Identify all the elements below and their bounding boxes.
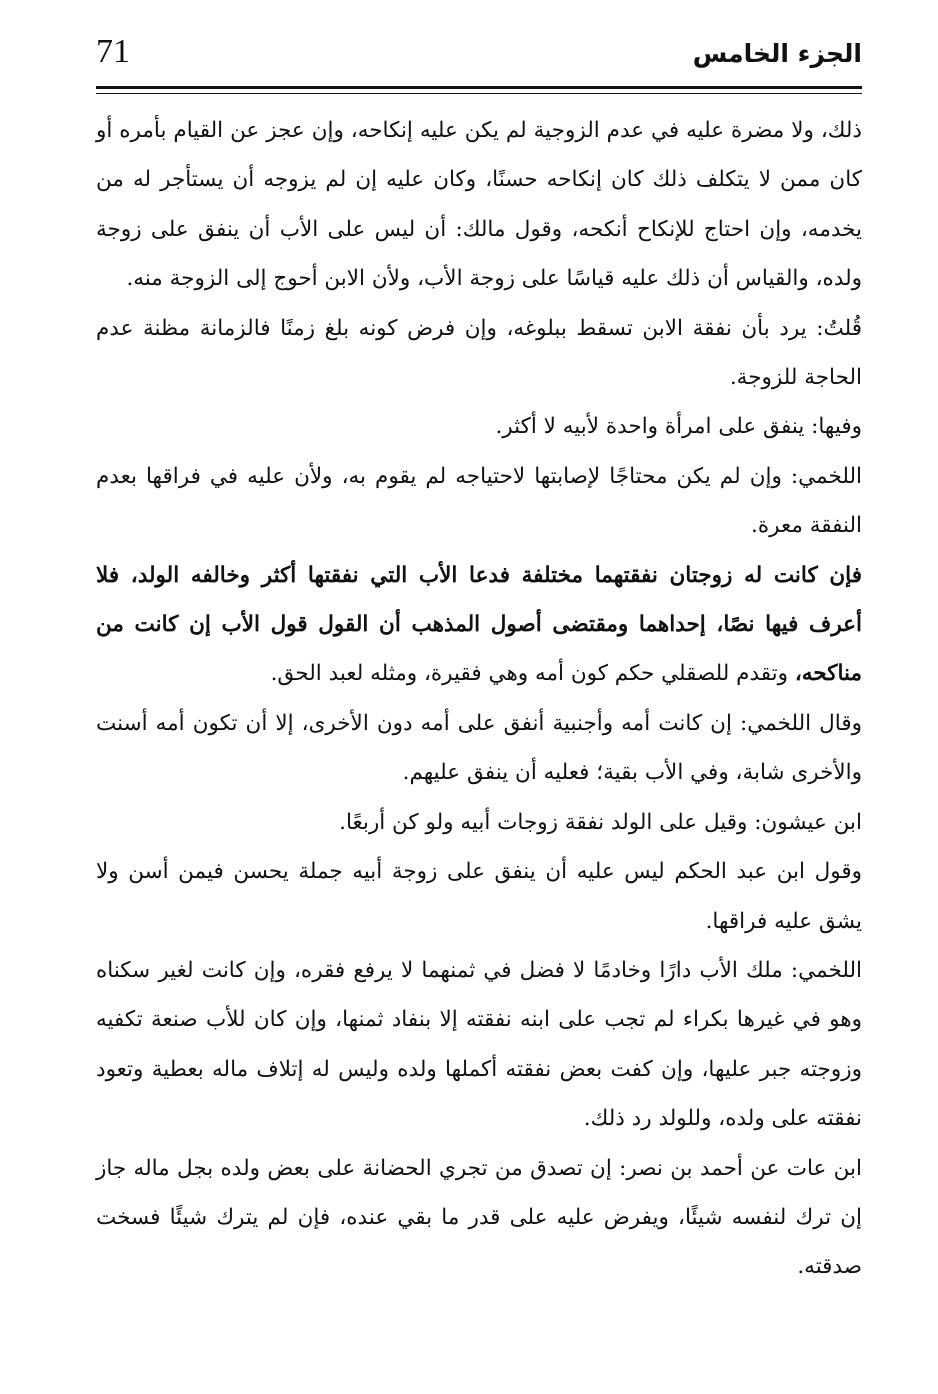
paragraph: [96, 847, 862, 946]
paragraph-text: وقال اللخمي: إن كانت أمه وأجنبية أنفق على أمه دون الأخرى، إلا أن تكون أمه أسنت والأخرى شابة، وفي الأب بقية؛ فعليه أن ينفق عليهم.: [96, 710, 862, 786]
paragraph: [96, 946, 862, 1144]
paragraph-text: وتقدم للصقلي حكم كون أمه وهي فقيرة، ومثله لعبد الحق.: [270, 661, 795, 687]
paragraph-text: وقول ابن عبد الحكم ليس عليه أن ينفق على زوجة أبيه جملة يحسن فيمن أسن ولا يشق عليه فراقها.: [96, 859, 862, 934]
paragraph: [96, 551, 862, 699]
paragraph: [96, 1144, 862, 1292]
paragraph: [96, 798, 862, 847]
paragraph-bold-text: فإن كانت له زوجتان نفقتهما مختلفة فدعا الأب التي نفقتها أكثر وخالفه الولد، فلا أعرف فيها نصًا، إحداهما ومقتضى أصول المذهب أن القول قول الأب إن كانت من مناكحه،: [96, 562, 862, 687]
paragraph: [96, 402, 862, 451]
paragraph: [96, 699, 862, 798]
paragraph-text: ابن عات عن أحمد بن نصر: إن تصدق من تجري الحضانة على بعض ولده بجل ماله جاز إن ترك لنفسه شيئًا، ويفرض عليه على قدر ما بقي عنده، فإن لم يترك شيئًا فسخت صدقته.: [96, 1155, 862, 1280]
paragraph-text: ذلك، ولا مضرة عليه في عدم الزوجية لم يكن عليه إنكاحه، وإن عجز عن القيام بأمره أو كان ممن لا يتكلف ذلك كان إنكاحه حسنًا، وكان عليه إن لم يزوجه أن يستأجر له من يخدمه، وإن احتاج للإنكاح أنكحه، وقول مالك: أن ليس على الأب أن ينفق على زوجة ولده، والقياس أن ذلك عليه قياسًا على زوجة الأب، ولأن الابن أحوج إلى الزوجة منه.: [96, 118, 862, 292]
paragraph-text: ابن عيشون: وقيل على الولد نفقة زوجات أبيه ولو كن أربعًا.: [339, 809, 862, 835]
running-head: الجزء الخامس: [692, 39, 862, 68]
paragraph-text: اللخمي: وإن لم يكن محتاجًا لإصابتها لاحتياجه لم يقوم به، ولأن عليه في فراقها بعدم النفقة معرة.: [96, 463, 862, 539]
body-text: [96, 106, 862, 1292]
paragraph: [96, 304, 862, 403]
paragraph: [96, 106, 862, 304]
page-header: [96, 28, 862, 82]
header-rule-thin: [96, 93, 862, 94]
page-number: 71: [96, 33, 130, 70]
paragraph-text: وفيها: ينفق على امرأة واحدة لأبيه لا أكثر.: [495, 414, 862, 440]
paragraph-text: اللخمي: ملك الأب دارًا وخادمًا لا فضل في ثمنهما لا يرفع فقره، وإن كانت لغير سكناه وهو في غيرها بكراء لم تجب على ابنه نفقته إلا بنفاد ثمنها، وإن كان للأب صنعة تكفيه وزوجته جبر عليها، وإن كفت بعض نفقته أكملها ولده وليس له إتلاف ماله بعطية وتعود نفقته على ولده، وللولد رد ذلك.: [96, 957, 862, 1132]
paragraph-text: قُلتُ: يرد بأن نفقة الابن تسقط ببلوغه، وإن فرض كونه بلغ زمنًا فالزمانة مظنة عدم الحاجة للزوجة.: [96, 315, 862, 391]
paragraph: [96, 452, 862, 551]
header-rule: [96, 86, 862, 89]
